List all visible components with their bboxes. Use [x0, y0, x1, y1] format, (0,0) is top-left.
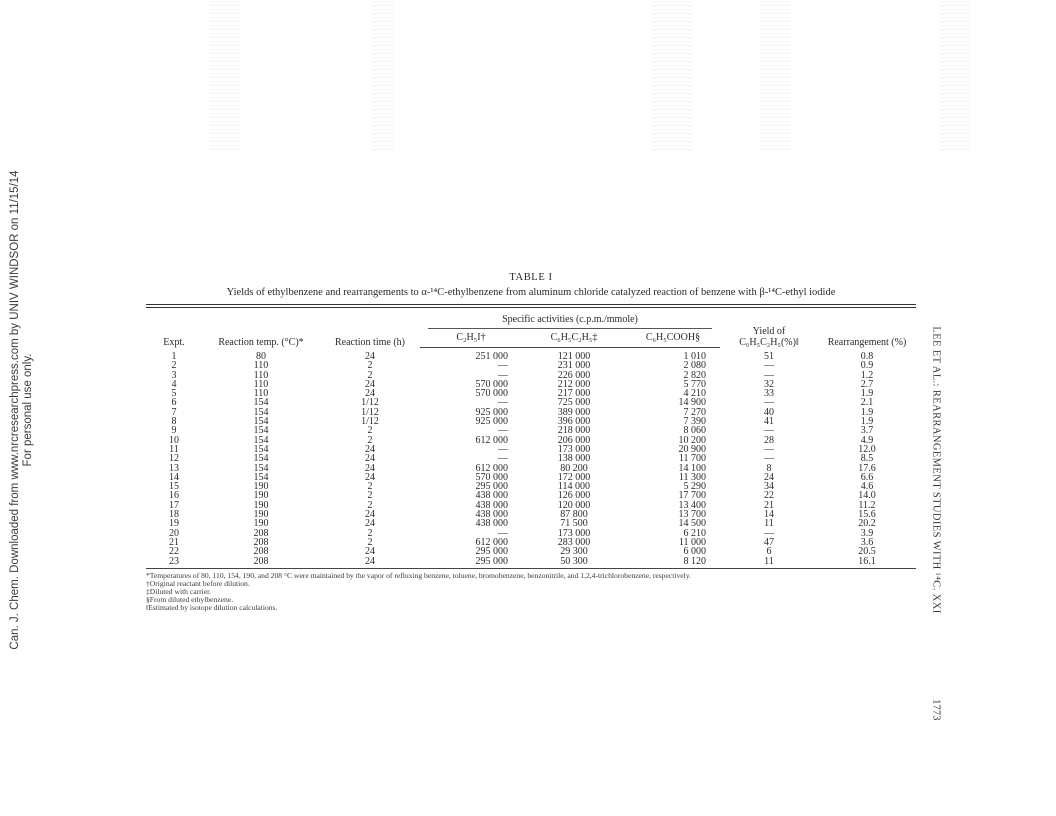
table-caption: Yields of ethylbenzene and rearrangements to α-¹⁴C-ethylbenzene from aluminum chloride catalyzed reaction of benzene with β-¹⁴C-ethyl iodide — [226, 287, 836, 298]
cell-c6h5cooh: 7 390 — [683, 416, 706, 428]
cell-c6h5c2h5: 226 000 — [557, 369, 591, 381]
cell-reaction-time: 2 — [367, 360, 373, 372]
specific-activities-label: Specific activities (c.p.m./mmole) — [428, 314, 712, 329]
cell-c6h5cooh: 7 270 — [683, 406, 706, 418]
cell-c6h5cooh: 2 820 — [683, 369, 706, 381]
table-footnotes — [146, 572, 916, 612]
page-number-text: 1773 — [930, 699, 942, 721]
page-number — [924, 690, 948, 730]
cell-yield: 41 — [764, 416, 774, 428]
scan-bleed-mark — [372, 0, 394, 150]
cell-rearrangement: 20.5 — [858, 546, 876, 558]
cell-c6h5cooh: 8 120 — [626, 557, 720, 569]
scan-bleed-mark — [652, 0, 692, 150]
cell-yield: — — [764, 443, 774, 455]
cell-c6h5c2h5: 212 000 — [557, 378, 591, 390]
cell-expt: 12 — [169, 453, 179, 465]
cell-expt: 2 — [171, 360, 177, 372]
cell-c2h5i: 925 000 — [475, 416, 508, 428]
cell-c6h5c2h5: 29 300 — [560, 546, 588, 558]
cell-reaction-temp: 190 — [253, 509, 269, 521]
cell-yield: — — [764, 425, 774, 437]
col-header-rearrangement: Rearrangement (%) — [827, 336, 907, 348]
cell-c6h5c2h5: 114 000 — [557, 481, 591, 493]
cell-expt: 7 — [171, 406, 177, 418]
cell-c2h5i: — — [498, 425, 508, 437]
cell-reaction-time: 2 — [367, 481, 373, 493]
cell-c6h5cooh: 6 210 — [683, 527, 706, 539]
cell-yield: 22 — [764, 490, 774, 502]
cell-rearrangement: 6.6 — [860, 471, 874, 483]
cell-c6h5c2h5: 218 000 — [557, 425, 591, 437]
cell-yield: 11 — [764, 518, 774, 530]
col-header-c6h5cooh: C₆H₅COOH§ — [626, 332, 720, 348]
cell-reaction-time: 24 — [365, 378, 375, 390]
cell-c6h5cooh: 13 400 — [678, 499, 706, 511]
cell-c2h5i: 438 000 — [475, 509, 508, 521]
cell-c6h5c2h5: 389 000 — [557, 406, 591, 418]
cell-expt: 20 — [169, 527, 179, 539]
table-row — [146, 348, 916, 362]
download-credit-line: Can. J. Chem. Downloaded from www.nrcresearchpress.com by UNIV WINDSOR on 11/15/14 — [9, 170, 21, 650]
cell-yield: — — [764, 369, 774, 381]
footnote: †Original reactant before dilution. — [146, 578, 250, 588]
cell-expt: 21 — [169, 536, 179, 548]
cell-c6h5cooh: 14 500 — [678, 518, 706, 530]
cell-yield: — — [764, 360, 774, 372]
col-header-c2h5i: C₂H₅I† — [420, 332, 522, 348]
cell-reaction-time: 2 — [367, 536, 373, 548]
scan-bleed-mark — [210, 0, 240, 150]
cell-c6h5c2h5: 173 000 — [557, 443, 591, 455]
cell-rearrangement: 2.7 — [860, 378, 874, 390]
cell-expt: 19 — [169, 518, 179, 530]
cell-yield: 8 — [766, 462, 772, 474]
cell-rearrangement: 1.9 — [860, 388, 874, 400]
cell-reaction-time: 24 — [365, 518, 375, 530]
cell-reaction-temp: 154 — [253, 471, 269, 483]
cell-expt: 15 — [169, 481, 179, 493]
cell-yield: 24 — [764, 471, 774, 483]
cell-c6h5cooh: 13 700 — [678, 509, 706, 521]
footnote: ‖Estimated by isotope dilution calculations. — [146, 602, 278, 612]
cell-expt: 1 — [171, 350, 177, 362]
cell-rearrangement: 15.6 — [858, 509, 876, 521]
cell-yield: 14 — [764, 509, 774, 521]
cell-expt: 3 — [171, 369, 177, 381]
cell-expt: 14 — [169, 471, 179, 483]
cell-yield: 34 — [764, 481, 774, 493]
cell-rearrangement: 0.9 — [860, 360, 874, 372]
cell-c6h5c2h5: 50 300 — [522, 557, 626, 569]
cell-reaction-temp: 190 — [253, 499, 269, 511]
cell-reaction-temp: 110 — [253, 378, 269, 390]
cell-c6h5c2h5: 173 000 — [557, 527, 591, 539]
cell-reaction-temp: 190 — [253, 490, 269, 502]
cell-c6h5c2h5: 206 000 — [557, 434, 591, 446]
cell-reaction-temp: 80 — [256, 350, 266, 362]
cell-reaction-temp: 154 — [253, 425, 269, 437]
cell-c2h5i: — — [498, 443, 508, 455]
cell-yield: 32 — [764, 378, 774, 390]
cell-c6h5c2h5: 396 000 — [557, 416, 591, 428]
cell-reaction-time: 24 — [365, 350, 375, 362]
cell-expt: 11 — [169, 443, 179, 455]
cell-rearrangement: 1.2 — [860, 369, 874, 381]
running-head-text: LEE ET AL.: REARRANGEMENT STUDIES WITH ¹⁴C. XXI — [930, 326, 942, 614]
cell-reaction-time: 2 — [367, 490, 373, 502]
cell-c6h5cooh: 6 000 — [683, 546, 706, 558]
cell-rearrangement: 4.6 — [860, 481, 874, 493]
cell-c6h5cooh: 5 290 — [683, 481, 706, 493]
cell-reaction-time: 2 — [367, 425, 373, 437]
cell-c6h5cooh: 20 900 — [678, 443, 706, 455]
cell-reaction-time: 2 — [367, 527, 373, 539]
cell-c2h5i: — — [498, 453, 508, 465]
cell-c2h5i: — — [498, 360, 508, 372]
cell-c2h5i: — — [498, 397, 508, 409]
cell-reaction-time: 24 — [365, 443, 375, 455]
cell-rearrangement: 8.5 — [860, 453, 874, 465]
cell-c6h5cooh: 17 700 — [678, 490, 706, 502]
cell-c6h5c2h5: 87 800 — [560, 509, 588, 521]
cell-reaction-temp: 154 — [253, 462, 269, 474]
cell-yield: — — [764, 397, 774, 409]
cell-reaction-time: 24 — [320, 557, 420, 569]
cell-yield: 51 — [764, 350, 774, 362]
scan-bleed-mark — [940, 0, 970, 150]
cell-c2h5i: 295 000 — [475, 481, 508, 493]
cell-yield: 33 — [764, 388, 774, 400]
footnote: §From diluted ethylbenzene. — [146, 594, 234, 604]
cell-c6h5cooh: 11 300 — [678, 471, 706, 483]
cell-reaction-time: 24 — [365, 509, 375, 521]
cell-reaction-temp: 190 — [253, 518, 269, 530]
cell-rearrangement: 1.9 — [860, 416, 874, 428]
cell-c6h5cooh: 11 700 — [678, 453, 706, 465]
cell-c6h5cooh: 1 010 — [683, 351, 706, 362]
col-header-yield: Yield of C₆H₅C₂H₅(%)‖ — [739, 325, 799, 348]
cell-rearrangement: 2.1 — [860, 397, 874, 409]
cell-c6h5c2h5: 283 000 — [557, 536, 591, 548]
cell-c6h5c2h5: 126 000 — [557, 490, 591, 502]
cell-yield: 47 — [764, 536, 774, 548]
cell-c6h5c2h5: 71 500 — [560, 518, 588, 530]
cell-c2h5i: 438 000 — [475, 518, 508, 530]
cell-c6h5cooh: 11 000 — [678, 536, 706, 548]
cell-expt: 13 — [169, 462, 179, 474]
cell-c2h5i: — — [498, 369, 508, 381]
table-block — [146, 272, 916, 612]
cell-rearrangement: 11.2 — [858, 499, 876, 511]
cell-c6h5c2h5: 120 000 — [557, 499, 591, 511]
table-body — [146, 348, 916, 569]
col-header-reaction-temp: Reaction temp. (°C)* — [218, 336, 304, 348]
cell-rearrangement: 14.0 — [858, 490, 876, 502]
cell-yield: — — [764, 527, 774, 539]
cell-c2h5i: 295 000 — [420, 557, 522, 569]
cell-expt: 23 — [146, 557, 202, 569]
cell-c2h5i: 570 000 — [475, 378, 508, 390]
cell-c6h5c2h5: 217 000 — [557, 388, 591, 400]
cell-reaction-time: 24 — [365, 462, 375, 474]
cell-c2h5i: 438 000 — [475, 490, 508, 502]
cell-c2h5i: — — [498, 527, 508, 539]
cell-reaction-time: 1/12 — [361, 397, 379, 409]
cell-c6h5c2h5: 80 200 — [560, 462, 588, 474]
cell-rearrangement: 3.7 — [860, 425, 874, 437]
cell-c6h5c2h5: 172 000 — [557, 471, 591, 483]
cell-reaction-temp: 208 — [202, 557, 320, 569]
cell-reaction-time: 2 — [367, 369, 373, 381]
cell-c2h5i: 570 000 — [475, 471, 508, 483]
cell-c2h5i: 438 000 — [475, 499, 508, 511]
footnote: *Temperatures of 80, 110, 154, 190, and 208 °C were maintained by the vapor of refluxing benzene, toluene, bromobenzene, benzonitrile, and 1,2,4-trichlorobenzene, respectively. — [146, 570, 691, 580]
cell-c6h5c2h5: 231 000 — [557, 360, 591, 372]
download-credit — [0, 0, 44, 816]
cell-expt: 18 — [169, 509, 179, 521]
cell-rearrangement: 1.9 — [860, 406, 874, 418]
cell-reaction-time: 24 — [365, 388, 375, 400]
cell-reaction-temp: 154 — [253, 406, 269, 418]
cell-c6h5cooh: 2 080 — [683, 360, 706, 372]
col-header-expt: Expt. — [163, 336, 185, 348]
col-header-specific-activities — [420, 308, 720, 332]
table-row — [146, 557, 916, 569]
cell-expt: 10 — [169, 434, 179, 446]
cell-expt: 16 — [169, 490, 179, 502]
cell-reaction-temp: 154 — [253, 416, 269, 428]
cell-rearrangement: 3.6 — [860, 536, 874, 548]
cell-rearrangement: 20.2 — [858, 518, 876, 530]
cell-reaction-time: 2 — [367, 434, 373, 446]
cell-reaction-temp: 190 — [253, 481, 269, 493]
cell-c2h5i: 612 000 — [475, 434, 508, 446]
cell-rearrangement: 4.9 — [860, 434, 874, 446]
cell-c6h5cooh: 4 210 — [683, 388, 706, 400]
cell-c6h5cooh: 14 100 — [678, 462, 706, 474]
cell-c2h5i: 612 000 — [475, 462, 508, 474]
cell-reaction-temp: 154 — [253, 397, 269, 409]
cell-expt: 17 — [169, 499, 179, 511]
cell-expt: 5 — [171, 388, 177, 400]
cell-c2h5i: 295 000 — [475, 546, 508, 558]
cell-reaction-temp: 154 — [253, 443, 269, 455]
cell-reaction-temp: 208 — [253, 546, 269, 558]
cell-c6h5cooh: 8 060 — [683, 425, 706, 437]
cell-rearrangement: 17.6 — [858, 462, 876, 474]
cell-c2h5i: 925 000 — [475, 406, 508, 418]
cell-c6h5cooh: 5 770 — [683, 378, 706, 390]
cell-c2h5i: 251 000 — [475, 351, 508, 362]
cell-yield: — — [764, 453, 774, 465]
cell-c6h5c2h5: 725 000 — [557, 397, 591, 409]
cell-c6h5cooh: 10 200 — [678, 434, 706, 446]
footnote: ‡Diluted with carrier. — [146, 586, 212, 596]
cell-rearrangement: 12.0 — [858, 443, 876, 455]
col-header-c6h5c2h5: C₆H₅C₂H₅‡ — [522, 332, 626, 348]
cell-expt: 4 — [171, 378, 177, 390]
cell-rearrangement: 16.1 — [818, 557, 916, 569]
cell-reaction-temp: 208 — [253, 527, 269, 539]
cell-reaction-temp: 110 — [253, 360, 269, 372]
cell-c6h5cooh: 14 900 — [678, 397, 706, 409]
download-credit-line: For personal use only. — [22, 353, 34, 467]
cell-reaction-time: 1/12 — [361, 406, 379, 418]
cell-reaction-temp: 154 — [253, 434, 269, 446]
cell-c6h5c2h5: 121 000 — [557, 351, 591, 362]
cell-reaction-temp: 154 — [253, 453, 269, 465]
cell-rearrangement: 3.9 — [860, 527, 874, 539]
running-head — [924, 326, 948, 614]
cell-yield: 21 — [764, 499, 774, 511]
cell-expt: 8 — [171, 416, 177, 428]
cell-reaction-temp: 110 — [253, 388, 269, 400]
cell-expt: 22 — [169, 546, 179, 558]
cell-reaction-time: 1/12 — [361, 416, 379, 428]
cell-yield: 11 — [720, 557, 818, 569]
col-header-reaction-time: Reaction time (h) — [335, 336, 405, 348]
cell-expt: 9 — [171, 425, 177, 437]
cell-reaction-time: 2 — [367, 499, 373, 511]
cell-yield: 40 — [764, 406, 774, 418]
table-title: TABLE I — [509, 272, 553, 283]
cell-reaction-time: 24 — [365, 546, 375, 558]
cell-expt: 6 — [171, 397, 177, 409]
data-table — [146, 308, 916, 569]
cell-yield: 6 — [766, 546, 772, 558]
cell-c2h5i: 570 000 — [475, 388, 508, 400]
cell-c6h5c2h5: 138 000 — [557, 453, 591, 465]
cell-rearrangement: 0.8 — [860, 350, 874, 362]
scan-bleed-mark — [760, 0, 790, 150]
cell-reaction-time: 24 — [365, 471, 375, 483]
cell-reaction-temp: 110 — [253, 369, 269, 381]
cell-reaction-temp: 208 — [253, 536, 269, 548]
cell-yield: 28 — [764, 434, 774, 446]
cell-reaction-time: 24 — [365, 453, 375, 465]
cell-c2h5i: 612 000 — [475, 536, 508, 548]
